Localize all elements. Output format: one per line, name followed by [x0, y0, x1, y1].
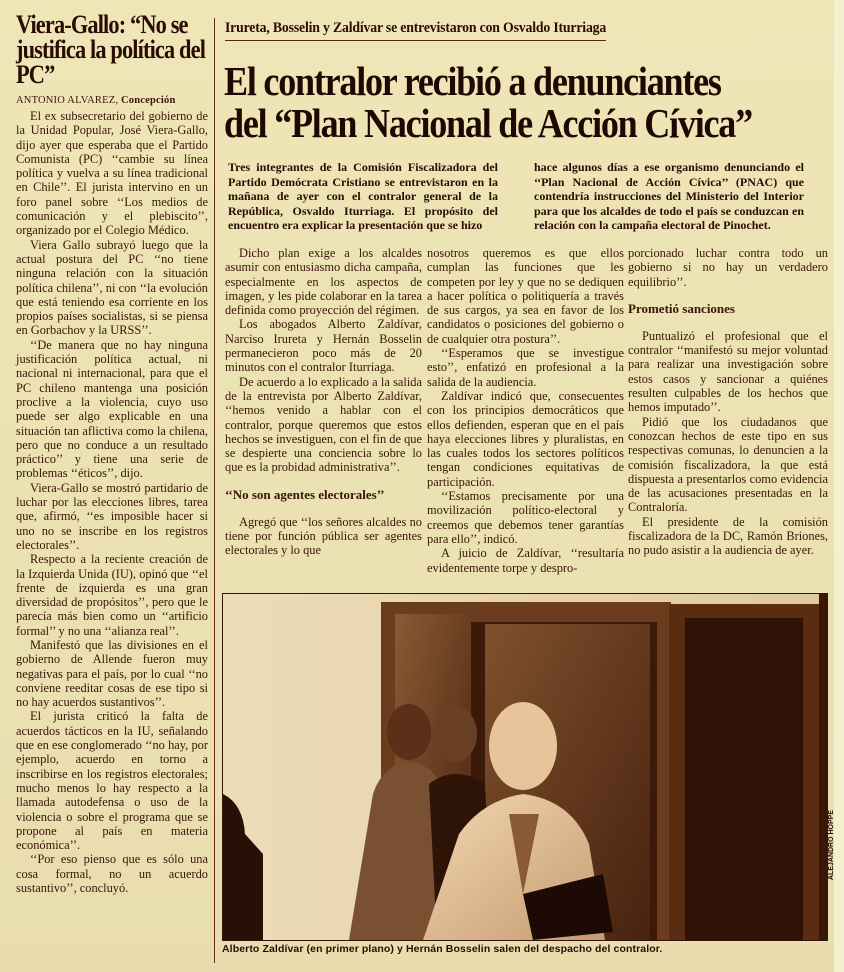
paragraph: ‘‘Estamos precisamente por una movilización político-electoral y creemos que debemos tener garantías para ello’’, indicó.: [427, 489, 624, 546]
byline-author: ANTONIO ALVAREZ,: [16, 95, 119, 106]
man-1-head: [387, 704, 431, 760]
paragraph: A juicio de Zaldívar, ‘‘resultaría evidentemente torpe y despro-: [427, 546, 624, 575]
photo-illustration: [223, 594, 827, 940]
left-article-body: [16, 109, 208, 895]
paragraph: Zaldívar indicó que, consecuentes con los principios democráticos que ellos defienden, esperan que en el país haya elecciones libres y pluralistas, en las cuales todos los sectores políticos tengan condiciones equitativas de participación.: [427, 388, 624, 489]
photo-caption: Alberto Zaldívar (en primer plano) y Hernán Bosselin salen del despacho del contralor.: [222, 943, 663, 955]
paragraph: Agregó que ‘‘los señores alcaldes no tiene por función pública ser agentes electorales y lo que: [225, 514, 422, 558]
main-column-3: [628, 246, 828, 558]
right-door: [685, 618, 803, 940]
column-rule: [214, 18, 215, 963]
byline: [16, 95, 208, 106]
paragraph: De acuerdo a lo explicado a la salida de la entrevista por Alberto Zaldívar, ‘‘hemos venido a hablar con el contralor, porque queremos que estos hechos se investiguen, con el fin de que se despierte una conciencia sobre lo que es la probidad administrativa’’.: [225, 374, 422, 475]
paragraph: Puntualizó el profesional que el contralor ‘‘manifestó su mejor voluntad para realizar una investigación sobre estos casos y sancionar a quiénes resulten culpables de los hechos que hemos imputado’’.: [628, 328, 828, 415]
main-column-2: [427, 246, 624, 575]
paragraph: Manifestó que las divisiones en el gobierno de Allende fueron muy negativas para el país, por lo cual ‘‘no conviene reeditar cosas de ese tipo si no hay acuerdos sustantivos’’.: [16, 637, 208, 710]
news-photo: [222, 593, 828, 941]
paragraph: Viera Gallo subrayó luego que la actual postura del PC ‘‘no tiene ninguna relación con la situación política chilena’’, ni con ‘‘la evolución que está teniendo esa corriente en los propios países socialistas, si se piensa en Gorbachov y la URSS’’.: [16, 237, 208, 338]
left-headline: Viera-Gallo: “No se justifica la política del PC”: [16, 10, 206, 89]
kicker: Irureta, Bosselin y Zaldívar se entrevistaron con Osvaldo Iturriaga: [225, 20, 606, 41]
paragraph: Dicho plan exige a los alcaldes asumir con entusiasmo dicha campaña, especialmente en los aspectos de imagen, y les pide colaborar en la tarea definida como proyección del régimen.: [225, 246, 422, 318]
paragraph: Viera-Gallo se mostró partidario de luchar por las elecciones libres, tarea que, afirmó, ‘‘es imposible hacer si uno no se inscribe en los registros electorales’’.: [16, 480, 208, 552]
paragraph: nosotros queremos es que ellos cumplan las funciones que les competen por ley y que no se dediquen a hacer política o politiquería a través de sus cargos, ya sea en favor de los candidatos o posiciones del gobierno o de cualquier otra postura’’.: [427, 246, 624, 346]
main-column-1: [225, 246, 422, 558]
left-article: [16, 8, 208, 895]
paragraph: Los abogados Alberto Zaldívar, Narciso Irureta y Hernán Bosselin permanecieron poco más de 20 minutos con el contralor Iturriaga.: [225, 317, 422, 375]
man-3-head: [489, 702, 557, 790]
deck-part-1: Tres integrantes de la Comisión Fiscalizadora del Partido Demócrata Cristiano se entrevistaron en la mañana de ayer con el contralor general de la República, Osvaldo Iturriaga. El propósito del encuentro era explicar la presentación que se hizo: [228, 160, 498, 233]
paragraph: ‘‘Por eso pienso que es sólo una cosa formal, no un acuerdo sustantivo’’, concluyó.: [16, 852, 208, 896]
paragraph: Respecto a la reciente creación de la Izquierda Unida (IU), opinó que ‘‘el frente de izquierda es una gran diversidad de propósitos’’, pero que le parecía más bien como un ‘‘artificio formal’’ y no una ‘‘alianza real’’.: [16, 552, 208, 638]
paragraph: porcionado luchar contra todo un gobierno si no hay un verdadero equilibrio’’.: [628, 246, 828, 289]
photo-credit: ALEJANDRO HOPPE: [828, 809, 835, 880]
paragraph: El ex subsecretario del gobierno de la Unidad Popular, José Viera-Gallo, dijo ayer que esperaba que el Partido Comunista (PC) ‘‘cambie su línea política y vuelva a su línea tradicional en Chile’’. El jurista intervino en un foro panel sobre ‘‘Los medios de comunicación y el plebiscito’’, organizado por el Colegio Médico.: [16, 109, 208, 238]
headline-line-1: El contralor recibió a denunciantes: [224, 58, 721, 104]
paragraph: Pidió que los ciudadanos que conozcan hechos de este tipo en sus respectivas comunas, lo denuncien a la comisión fiscalizadora, la que está dispuesta a presentarlos como evidencia de las acusaciones presentadas en la Contraloría.: [628, 414, 828, 515]
subhead-sanciones: Prometió sanciones: [628, 300, 735, 316]
page-edge: [834, 0, 844, 972]
deck-part-2: hace algunos días a ese organismo denunciando el ‘‘Plan Nacional de Acción Cívica’’ (PNAC) que contendría instrucciones del Ministerio del Interior para que los alcaldes de todo el país se conduzcan en relación con la campaña electoral de Pinochet.: [534, 160, 804, 233]
main-headline: [224, 60, 787, 144]
paragraph: El presidente de la comisión fiscalizadora de la DC, Ramón Briones, no pudo asistir a la audiencia de ayer.: [628, 514, 828, 558]
headline-line-2: del “Plan Nacional de Acción Cívica”: [224, 100, 752, 146]
paragraph: ‘‘De manera que no hay ninguna justificación política actual, ni nacional ni internacional, para que el PC chileno mantenga una posición proclive a la violencia, cuyo uso puede ser algo explicable en una situación tan aflictiva como la chilena, pero que no conduce a un resultado práctico’’ y tiene una serie de problemas ‘‘éticos’’, dijo.: [16, 337, 208, 481]
subhead-agentes: ‘‘No son agentes electorales’’: [225, 486, 385, 502]
man-2-head: [433, 706, 477, 762]
paragraph: ‘‘Esperamos que se investigue esto’’, enfatizó en profesional a la salida de la audiencia.: [427, 346, 624, 389]
byline-place: Concepción: [121, 95, 176, 106]
paragraph: El jurista criticó la falta de acuerdos tácticos en la IU, señalando que en ese conglomerado ‘‘no hay, por ejemplo, acuerdo en torno a inscribirse en los registros electorales; mucho menos lo hay respecto a la llamada autodefensa o uso de la violencia o sobre el programa que se propone al país en materia económica’’.: [16, 709, 208, 853]
